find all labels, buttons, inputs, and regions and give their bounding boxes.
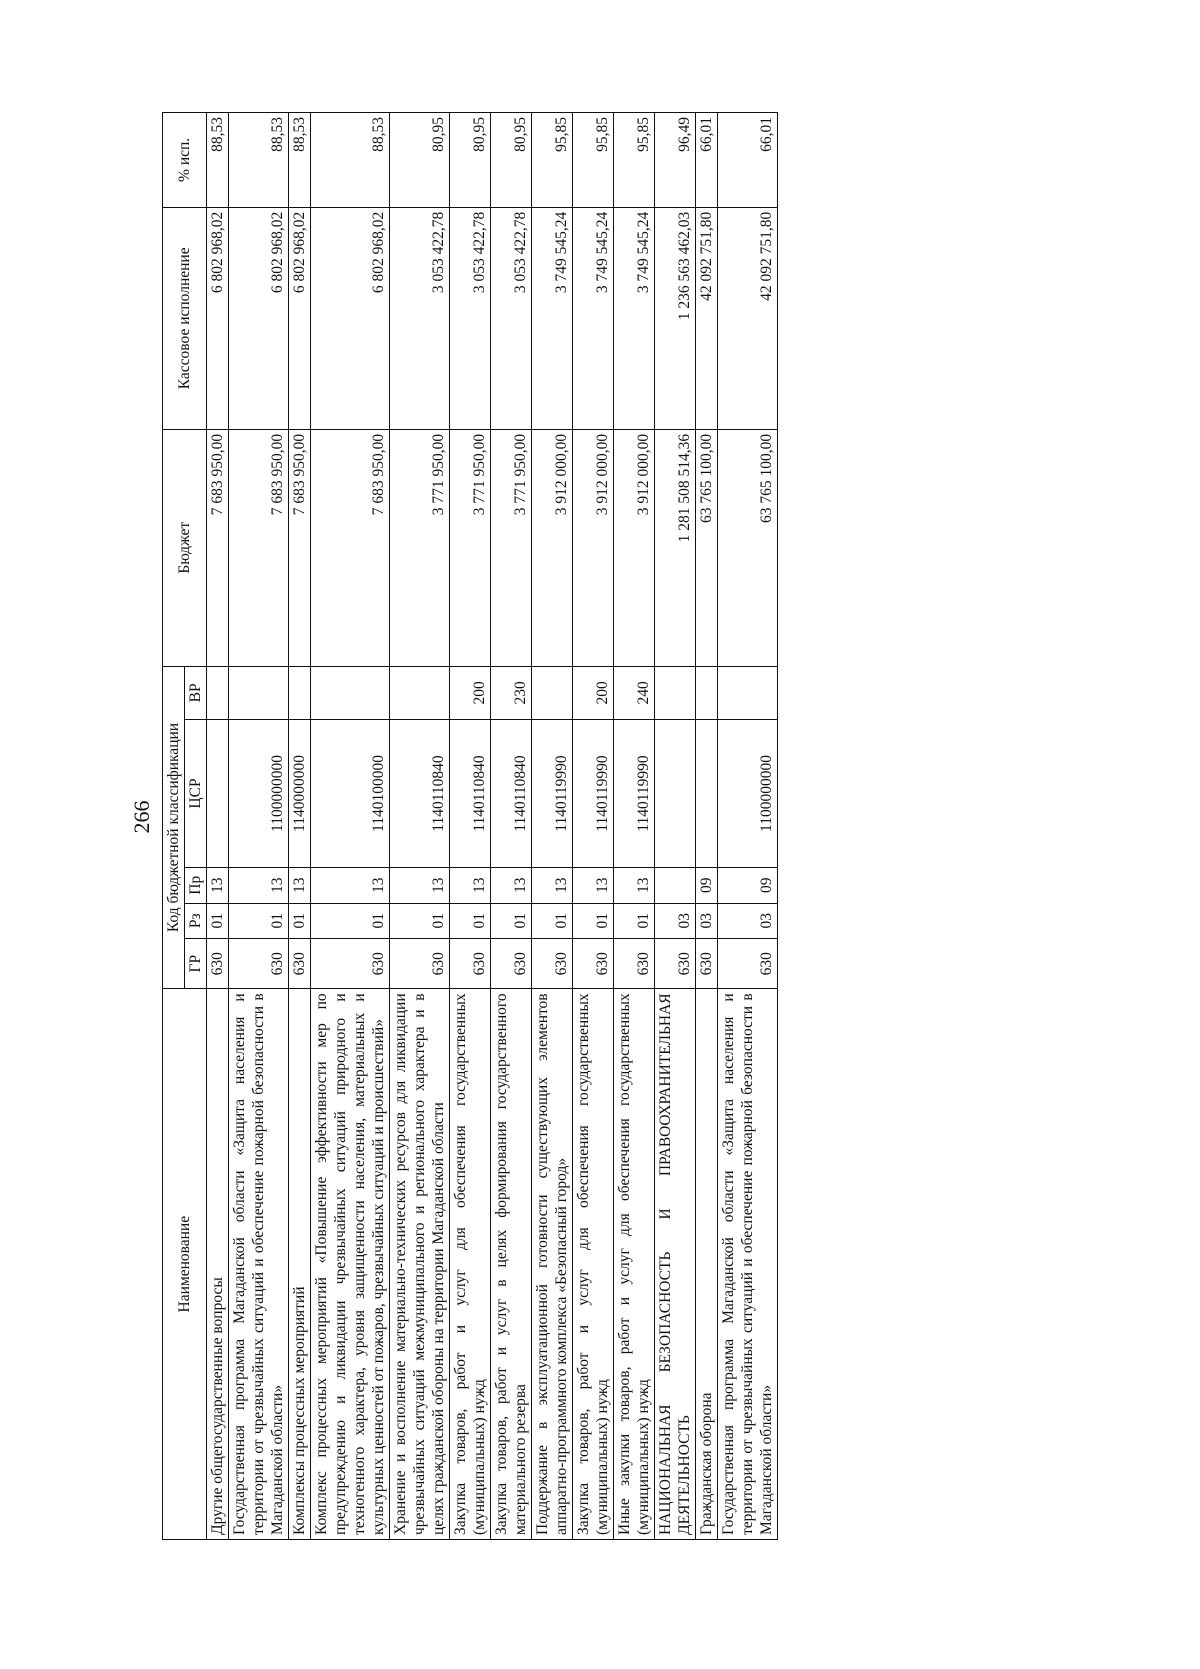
cell-vr: 230 [491,666,532,719]
cell-gr: 630 [390,939,450,989]
cell-cash: 3 053 422,78 [390,207,450,429]
cell-rz: 03 [655,903,696,939]
cell-vr [229,666,289,719]
table-row [532,113,573,1540]
cell-pct: 88,53 [289,113,311,208]
cell-pct: 95,85 [573,113,614,208]
cell-vr [390,666,450,719]
cell-csr: 1140119990 [573,720,614,868]
table-row [311,113,390,1540]
cell-rz: 01 [311,903,390,939]
cell-pct: 96,49 [655,113,696,208]
cell-rz: 01 [390,903,450,939]
header-name: Наименование [163,989,207,1540]
cell-csr: 1140110840 [450,720,491,868]
cell-cash: 3 749 545,24 [614,207,655,429]
cell-pct: 80,95 [491,113,532,208]
cell-gr: 630 [532,939,573,989]
cell-pct: 66,01 [696,113,718,208]
cell-pr: 13 [450,868,491,904]
cell-budget: 7 683 950,00 [229,429,289,666]
cell-budget: 3 771 950,00 [491,429,532,666]
cell-pr: 09 [718,868,778,904]
cell-name: Государственная программа Магаданской области «Защита населения и территории от чрезвычайных ситуаций и обеспечение пожарной безопасности в Магаданской области» [229,989,289,1540]
table-row [450,113,491,1540]
cell-budget: 3 912 000,00 [614,429,655,666]
header-budget: Бюджет [163,429,207,666]
cell-rz: 03 [718,903,778,939]
cell-vr [696,666,718,719]
cell-name: Закупка товаров, работ и услуг для обеспечения государственных (муниципальных) нужд [450,989,491,1540]
cell-rz: 01 [229,903,289,939]
cell-budget: 3 771 950,00 [390,429,450,666]
cell-rz: 01 [614,903,655,939]
cell-pr: 13 [573,868,614,904]
cell-csr: 1140119990 [614,720,655,868]
cell-vr: 240 [614,666,655,719]
cell-gr: 630 [655,939,696,989]
cell-pr: 13 [532,868,573,904]
cell-budget: 63 765 100,00 [696,429,718,666]
cell-name: Комплексы процессных мероприятий [289,989,311,1540]
table-row [573,113,614,1540]
cell-gr: 630 [311,939,390,989]
cell-vr [532,666,573,719]
cell-pr: 13 [311,868,390,904]
header-pr: Пр [185,868,207,904]
cell-pr: 13 [390,868,450,904]
cell-cash: 3 053 422,78 [491,207,532,429]
cell-vr [311,666,390,719]
cell-budget: 3 771 950,00 [450,429,491,666]
cell-name: Другие общегосударственные вопросы [207,989,229,1540]
cell-gr: 630 [614,939,655,989]
cell-cash: 6 802 968,02 [311,207,390,429]
header-gr: ГР [185,939,207,989]
cell-pr: 13 [491,868,532,904]
cell-cash: 42 092 751,80 [696,207,718,429]
cell-budget: 7 683 950,00 [311,429,390,666]
cell-cash: 3 053 422,78 [450,207,491,429]
header-csr: ЦСР [185,720,207,868]
cell-csr: 1140000000 [289,720,311,868]
table-row [696,113,718,1540]
table-header [163,113,207,1540]
header-code-group: Код бюджетной классификации [163,666,185,989]
rotated-page-content [162,112,1192,1540]
header-rz: Рз [185,903,207,939]
cell-cash: 6 802 968,02 [289,207,311,429]
cell-name: Комплекс процессных мероприятий «Повышение эффективности мер по предупреждению и ликвидации чрезвычайных ситуаций природного и техногенного характера, уровня защищенности населения, материальных и культурных ценностей от пожаров, чрезвычайных ситуаций и происшествий» [311,989,390,1540]
cell-csr [655,720,696,868]
cell-csr: 1140100000 [311,720,390,868]
cell-pr: 09 [696,868,718,904]
cell-name: Закупка товаров, работ и услуг в целях формирования государственного материального резерва [491,989,532,1540]
header-vr: ВР [185,666,207,719]
cell-name: НАЦИОНАЛЬНАЯ БЕЗОПАСНОСТЬ И ПРАВООХРАНИТЕЛЬНАЯ ДЕЯТЕЛЬНОСТЬ [655,989,696,1540]
cell-cash: 1 236 563 462,03 [655,207,696,429]
cell-budget: 7 683 950,00 [289,429,311,666]
cell-budget: 7 683 950,00 [207,429,229,666]
cell-pct: 88,53 [311,113,390,208]
table-body [207,113,778,1540]
cell-gr: 630 [207,939,229,989]
cell-rz: 01 [532,903,573,939]
table-row [718,113,778,1540]
cell-vr [289,666,311,719]
cell-gr: 630 [718,939,778,989]
table-row [229,113,289,1540]
cell-pct: 88,53 [229,113,289,208]
cell-name: Закупка товаров, работ и услуг для обеспечения государственных (муниципальных) нужд [573,989,614,1540]
cell-budget: 3 912 000,00 [573,429,614,666]
table-row [390,113,450,1540]
cell-budget: 3 912 000,00 [532,429,573,666]
cell-gr: 630 [491,939,532,989]
cell-gr: 630 [450,939,491,989]
cell-cash: 3 749 545,24 [573,207,614,429]
cell-pct: 88,53 [207,113,229,208]
cell-pct: 66,01 [718,113,778,208]
cell-rz: 01 [573,903,614,939]
cell-vr [207,666,229,719]
cell-pr: 13 [289,868,311,904]
cell-rz: 03 [696,903,718,939]
cell-rz: 01 [491,903,532,939]
cell-gr: 630 [289,939,311,989]
page-number: 266 [129,800,154,834]
cell-rz: 01 [207,903,229,939]
table-row [207,113,229,1540]
cell-gr: 630 [573,939,614,989]
cell-cash: 6 802 968,02 [207,207,229,429]
cell-pr: 13 [207,868,229,904]
cell-cash: 42 092 751,80 [718,207,778,429]
cell-csr [207,720,229,868]
cell-vr: 200 [573,666,614,719]
table-row [614,113,655,1540]
cell-gr: 630 [229,939,289,989]
cell-pr: 13 [614,868,655,904]
cell-csr: 1140110840 [491,720,532,868]
cell-vr: 200 [450,666,491,719]
cell-rz: 01 [289,903,311,939]
cell-name: Поддержание в эксплуатационной готовности существующих элементов аппаратно-программного комплекса «Безопасный город» [532,989,573,1540]
table-row [655,113,696,1540]
cell-vr [655,666,696,719]
cell-gr: 630 [696,939,718,989]
cell-cash: 6 802 968,02 [229,207,289,429]
cell-pr [655,868,696,904]
header-pct: % исп. [163,113,207,208]
cell-budget: 63 765 100,00 [718,429,778,666]
cell-name: Иные закупки товаров, работ и услуг для обеспечения государственных (муниципальных) нужд [614,989,655,1540]
cell-csr: 1100000000 [718,720,778,868]
cell-csr [696,720,718,868]
header-cash: Кассовое исполнение [163,207,207,429]
cell-rz: 01 [450,903,491,939]
cell-pct: 95,85 [532,113,573,208]
cell-cash: 3 749 545,24 [532,207,573,429]
cell-name: Гражданская оборона [696,989,718,1540]
cell-budget: 1 281 508 514,36 [655,429,696,666]
table-row [289,113,311,1540]
cell-pct: 80,95 [450,113,491,208]
cell-pct: 80,95 [390,113,450,208]
cell-vr [718,666,778,719]
cell-csr: 1140119990 [532,720,573,868]
cell-name: Хранение и восполнение материально-технических ресурсов для ликвидации чрезвычайных ситуаций межмуниципального и регионального характера и в целях гражданской обороны на территории Магаданской области [390,989,450,1540]
cell-csr: 1140110840 [390,720,450,868]
budget-execution-table [162,112,778,1540]
cell-pr: 13 [229,868,289,904]
table-row [491,113,532,1540]
cell-csr: 1100000000 [229,720,289,868]
cell-name: Государственная программа Магаданской области «Защита населения и территории от чрезвычайных ситуаций и обеспечение пожарной безопасности в Магаданской области» [718,989,778,1540]
cell-pct: 95,85 [614,113,655,208]
